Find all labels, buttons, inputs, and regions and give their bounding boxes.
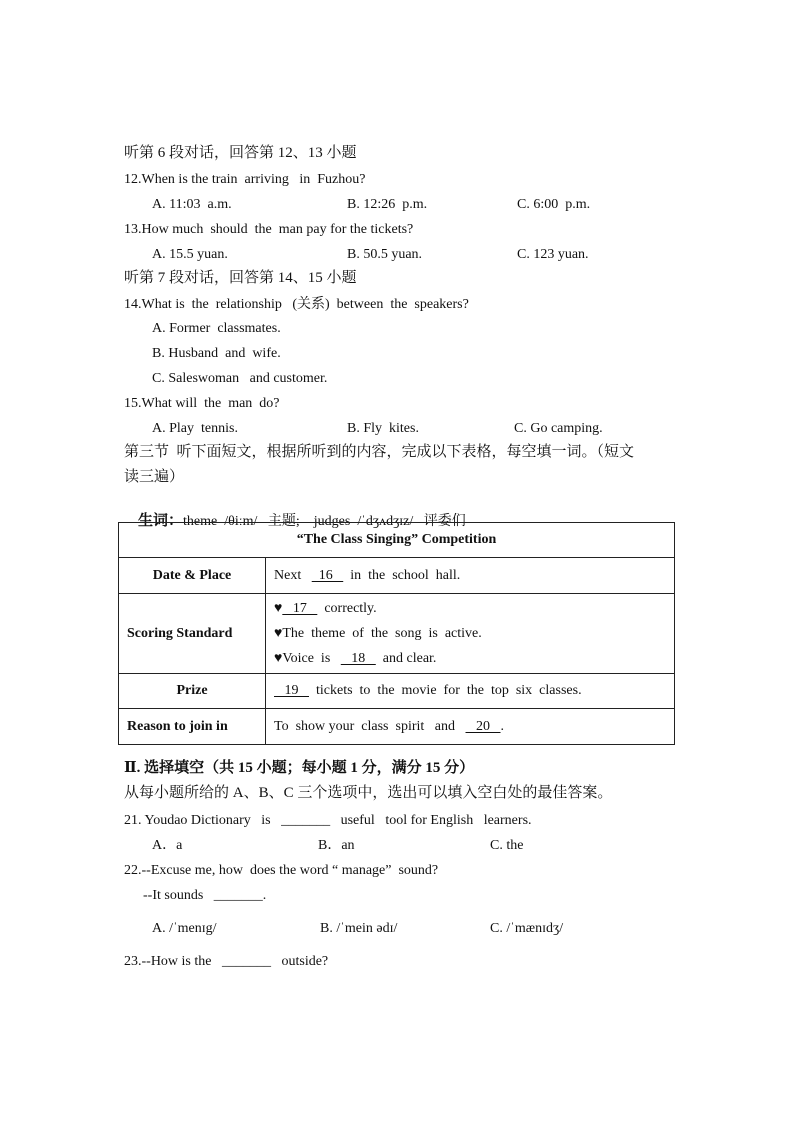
question-15-option-c: C. Go camping. <box>514 421 603 436</box>
scoring-line-3 <box>274 646 666 671</box>
question-13-option-a: A. 15.5 yuan. <box>152 247 228 262</box>
question-12-option-b: B. 12:26 p.m. <box>347 197 428 212</box>
competition-table <box>118 522 675 745</box>
row-value-prize <box>266 674 675 709</box>
question-12-option-a: A. 11:03 a.m. <box>152 197 232 212</box>
text-fragment: and clear. <box>375 651 437 666</box>
question-15-option-a: A. Play tennis. <box>152 421 238 436</box>
table-row-date-place <box>119 558 675 594</box>
row-label-scoring-standard: Scoring Standard <box>119 594 266 674</box>
table-row-reason <box>119 709 675 745</box>
row-value-scoring-standard <box>266 594 675 674</box>
section-header-dialogue-7: 听第 7 段对话，回答第 14、15 小题 <box>124 270 357 286</box>
question-22-option-a: A. /ˈmenɪg/ <box>152 921 217 936</box>
blank-16: 16 <box>311 567 344 583</box>
table-row-scoring-standard <box>119 594 675 674</box>
question-22-stem: 22.--Excuse me, how does the word “ manage” sound? <box>124 863 439 878</box>
table-row-prize <box>119 674 675 709</box>
question-14-stem: 14.What is the relationship (关系) between the speakers? <box>124 297 469 312</box>
question-14-option-b: B. Husband and wife. <box>152 346 281 361</box>
part-3-instruction-line-2: 读三遍） <box>124 469 185 485</box>
blank-19: 19 <box>274 683 309 698</box>
section-2-title: Ⅱ. 选择填空（共 15 小题；每小题 1 分，满分 15 分） <box>124 760 475 776</box>
question-15-stem: 15.What will the man do? <box>124 396 280 411</box>
question-14-option-c: C. Saleswoman and customer. <box>152 371 328 386</box>
text-fragment: tickets to the movie for the top six classes. <box>309 683 582 698</box>
question-21-option-c: C. the <box>490 838 524 853</box>
row-label-prize: Prize <box>119 674 266 709</box>
text-fragment: To show your class spirit and <box>274 718 466 734</box>
text-fragment: . <box>500 718 505 734</box>
vocabulary-text: theme /θiːm/ 主题; judges /ˈdʒʌdʒɪz/ 评委们 <box>183 514 466 529</box>
question-13-option-c: C. 123 yuan. <box>517 247 589 262</box>
table-title: “The Class Singing” Competition <box>119 523 675 558</box>
row-value-date-place <box>266 558 675 594</box>
blank-18: 18 <box>340 651 376 666</box>
blank-20: 20 <box>465 718 501 734</box>
question-14-option-a: A. Former classmates. <box>152 321 281 336</box>
scoring-line-2: ♥The theme of the song is active. <box>274 626 482 641</box>
question-21-option-a: A．a <box>152 838 183 853</box>
vocabulary-label: 生词： <box>138 513 184 529</box>
section-header-dialogue-6: 听第 6 段对话，回答第 12、13 小题 <box>124 145 357 161</box>
text-fragment: in the school hall. <box>343 567 461 583</box>
text-fragment: Next <box>274 567 312 583</box>
heart-icon: ♥ <box>274 601 283 616</box>
scoring-line-1 <box>274 596 666 621</box>
question-21-option-b: B．an <box>318 838 355 853</box>
question-12-option-c: C. 6:00 p.m. <box>517 197 591 212</box>
question-22-reply: --It sounds _______. <box>143 888 267 903</box>
question-23-stem: 23.--How is the _______ outside? <box>124 954 329 969</box>
row-label-reason: Reason to join in <box>119 709 266 745</box>
question-21-stem: 21. Youdao Dictionary is _______ useful tool for English learners. <box>124 813 532 828</box>
question-12-stem: 12.When is the train arriving in Fuzhou? <box>124 172 366 187</box>
text-fragment: correctly. <box>317 601 377 616</box>
question-22-option-c: C. /ˈmænɪdʒ/ <box>490 921 564 936</box>
blank-17: 17 <box>282 601 318 616</box>
question-22-option-b: B. /ˈmein ədɪ/ <box>320 921 398 936</box>
section-2-instruction: 从每小题所给的 A、B、C 三个选项中，选出可以填入空白处的最佳答案。 <box>124 785 613 801</box>
question-15-option-b: B. Fly kites. <box>347 421 419 436</box>
part-3-instruction-line-1: 第三节 听下面短文，根据所听到的内容，完成以下表格，每空填一词。（短文 <box>124 444 635 460</box>
row-label-date-place: Date & Place <box>119 558 266 594</box>
text-fragment: ♥Voice is <box>274 651 341 666</box>
question-13-option-b: B. 50.5 yuan. <box>347 247 423 262</box>
row-value-reason <box>266 709 675 745</box>
question-13-stem: 13.How much should the man pay for the tickets? <box>124 222 414 237</box>
